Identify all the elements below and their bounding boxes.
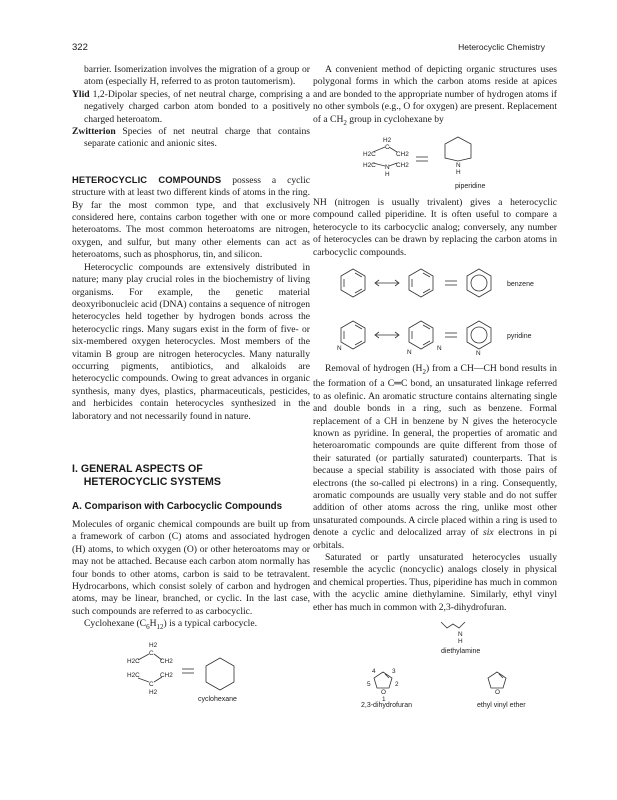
ring-number: 5 bbox=[367, 681, 371, 688]
figure-caption: cyclohexane bbox=[198, 695, 237, 703]
page-number: 322 bbox=[72, 42, 88, 53]
ring-number: 2 bbox=[395, 681, 399, 688]
intro-paragraph bbox=[72, 174, 310, 262]
atom-label: CH2 bbox=[396, 161, 409, 169]
atom-label: CH2 bbox=[160, 657, 173, 665]
subsection-title: A. Comparison with Carbocyclic Compounds bbox=[72, 500, 283, 512]
left-column bbox=[72, 64, 310, 704]
intro-text: possess a cyclic structure with at least two different kinds of atoms in the ring. By far the most common type, and that exclusively considered here, contains carbon together with one or more heteroatoms. The most common heteroatoms are nitrogen, oxygen, and sulfur, but many other elements can act as heteroatoms, such as phosphorus, tin, and silicon. bbox=[72, 174, 310, 261]
right-paragraph-2: NH (nitrogen is usually trivalent) gives a heterocyclic compound called piperidine. It is often useful to compare a heterocycle to its carbocyclic analog; conversely, any number of heterocycles can be drawn by replacing the carbon atoms in carbocyclic compounds. bbox=[313, 196, 557, 258]
glossary-term: Zwitterion bbox=[72, 126, 116, 138]
atom-label: CH2 bbox=[160, 671, 173, 679]
figure-caption: 2,3-dihydrofuran bbox=[361, 702, 412, 709]
atom-label: N bbox=[337, 344, 342, 352]
atom-label: N bbox=[476, 349, 481, 357]
glossary-definition: Species of net neutral charge that contains separate cationic and anionic sites. bbox=[84, 126, 310, 150]
atom-label: O bbox=[381, 689, 386, 696]
atom-label: C bbox=[385, 143, 390, 151]
atom-label: C bbox=[149, 649, 154, 657]
right-paragraph-4: Saturated or partly unsaturated heterocycles usually resemble the acyclic (noncyclic) analogs closely in physical and chemical properties. Thus, piperidine has much in common with the acyclic amine diethylamine. Similarly, ethyl vinyl ether has much in common with 2,3-dihydrofuran. bbox=[313, 551, 557, 613]
cyclohexane-structure bbox=[72, 634, 310, 704]
glossary-term: Ylid bbox=[72, 88, 90, 100]
piperidine-figure bbox=[313, 129, 557, 189]
atom-label: H2 bbox=[383, 136, 392, 144]
figure-caption: ethyl vinyl ether bbox=[477, 702, 526, 709]
ring-number: 4 bbox=[372, 668, 376, 675]
glossary-zwitterion bbox=[72, 126, 310, 151]
atom-label: H2C bbox=[127, 671, 140, 679]
glossary-barrier: barrier. Isomerization involves the migration of a group or atom (especially H, referred to as proton tautomerism). bbox=[84, 64, 310, 88]
atom-label: N bbox=[437, 344, 442, 352]
atom-label: C bbox=[149, 680, 154, 688]
cyclohexane-figure bbox=[72, 634, 310, 704]
diethylamine-structure bbox=[313, 614, 557, 704]
right-paragraph-1: A convenient method of depicting organic structures uses polygonal forms in which the carbon atoms reside at apices and are bonded to the appropriate number of hydrogen atoms if no other symbols (e.g., O for oxygen) are present. Replacement of a $CH_2$ group in cyclohexane by bbox=[313, 64, 557, 127]
ring-number: 1 bbox=[382, 696, 386, 703]
intro-heading: HETEROCYCLIC COMPOUNDS bbox=[72, 173, 222, 185]
atom-label: H2C bbox=[127, 657, 140, 665]
atom-label: CH2 bbox=[396, 150, 409, 158]
atom-label: N bbox=[458, 631, 463, 638]
glossary-ylid bbox=[72, 89, 310, 126]
ring-number: 3 bbox=[392, 668, 396, 675]
atom-label: H2C bbox=[363, 150, 376, 158]
atom-label: O bbox=[495, 689, 500, 696]
figure-caption: piperidine bbox=[455, 182, 486, 190]
section-title bbox=[72, 463, 310, 489]
figure-caption: benzene bbox=[507, 280, 534, 288]
right-column bbox=[313, 64, 557, 709]
right-paragraph-3: Removal of hydrogen $(H_2)$ from a CH—CH bond results in the formation of a C═C bond, an unsaturated linkage referred to as olefinic. An aromatic structure contains alternating single and double bonds in a ring, such as benzene. Formal replacement of a CH in benzene by N gives the heterocycle known as pyridine. In general, the properties of aromatic and heteroaromatic compounds are quite different from those of their saturated (or partially saturated) counterparts. That is because a special stability is associated with those pairs of electrons (the so-called pi electrons) in a ring. Consequently, aromatic compounds are usually very stable and do not suffer addition of other atoms across the ring, unlike most other unsaturated compounds. A circle placed within a ring is used to denote a cyclic and delocalized array of six electrons in pi orbitals. bbox=[313, 362, 557, 551]
atom-label: N bbox=[456, 161, 461, 169]
section-paragraph: Molecules of organic chemical compounds are built up from a framework of carbon (C) atoms and associated hydrogen (H) atoms, to which oxygen (O) or other heteroatoms may or may not be attached. Because each carbon atom normally has four bonds to other atoms, carbon is said to be tetravalent. Hydrocarbons, which consist solely of carbon and hydrogen atoms, may be linear, branched, or cyclic. In the last case, such compounds are referred to as carbocyclic. bbox=[72, 518, 310, 617]
atom-label: H2 bbox=[149, 641, 158, 649]
cyclohexane-sentence: Cyclohexane $(C_6H_{12})$ is a typical carbocycle. bbox=[84, 618, 258, 632]
atom-label: N bbox=[385, 163, 390, 171]
figure-caption: diethylamine bbox=[441, 648, 481, 655]
atom-label: H bbox=[456, 168, 461, 176]
aromatic-figure bbox=[313, 259, 557, 355]
section-title-line1: I. GENERAL ASPECTS OF bbox=[72, 462, 203, 475]
atom-label: H bbox=[458, 638, 463, 645]
atom-label: H bbox=[385, 170, 390, 178]
section-title-line2: HETEROCYCLIC SYSTEMS bbox=[83, 475, 221, 488]
atom-label: H2 bbox=[149, 688, 158, 696]
piperidine-structure bbox=[313, 129, 557, 189]
running-title: Heterocyclic Chemistry bbox=[458, 42, 545, 52]
atom-label: N bbox=[407, 348, 412, 356]
amine-ether-figure bbox=[313, 614, 557, 709]
intro-paragraph-2: Heterocyclic compounds are extensively distributed in nature; many play crucial roles in the biochemistry of living organisms. For example, the genetic material deoxyribonucleic acid (DNA) contains a sequence of nitrogen heterocycles held together by hydrogen bonds across the heterocyclic rings. Many sugars exist in the form of five- or six-membered oxygen heterocycles. Most members of the vitamin B group are nitrogen heterocycles. Many naturally occurring pigments, antibiotics, and alkaloids are heterocyclic compounds. Owing to great advances in organic synthesis, many dyes, plastics, pharmaceuticals, pesticides, and herbicides contain heterocycles synthesized in the laboratory and not necessarily found in nature. bbox=[72, 261, 310, 422]
atom-label: H2C bbox=[363, 161, 376, 169]
figure-caption: pyridine bbox=[507, 332, 532, 340]
glossary-definition: 1,2-Dipolar species, of net neutral charge, comprising a negatively charged carbon atom bonded to a positively charged heteroatom. bbox=[84, 88, 310, 125]
